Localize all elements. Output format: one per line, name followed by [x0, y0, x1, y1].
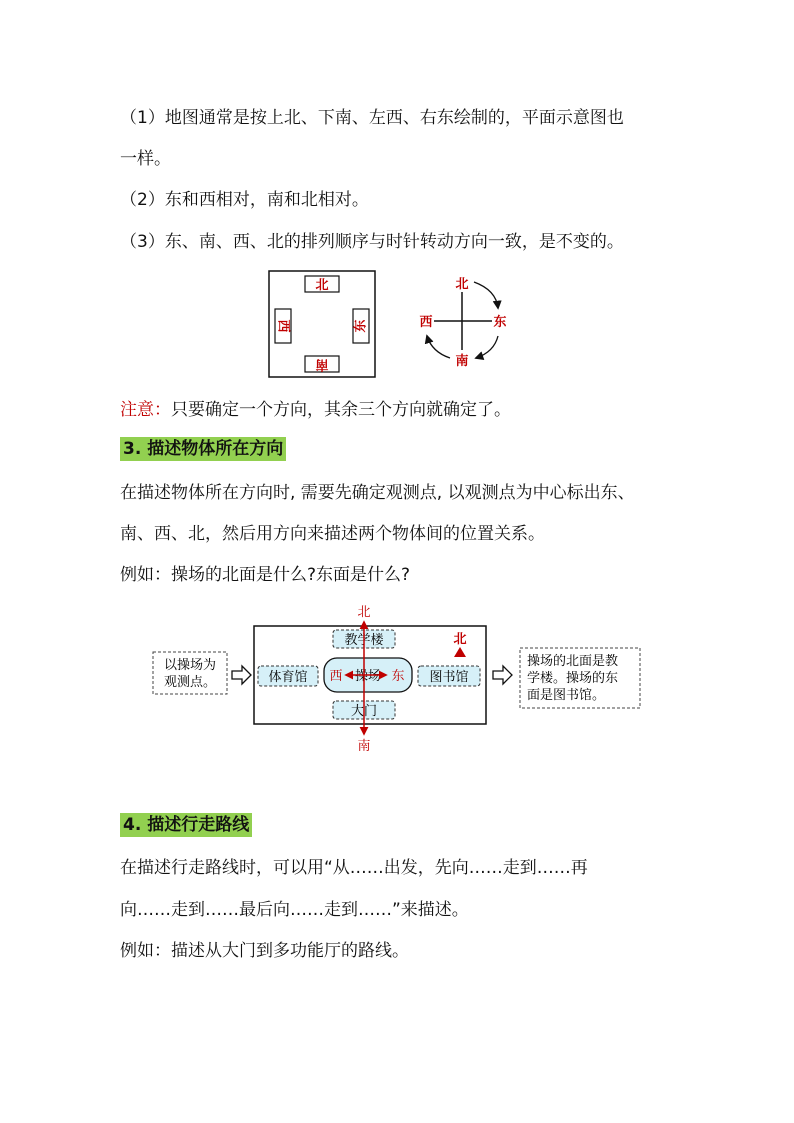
section-3-example: 例如：操场的北面是什么?东面是什么? [120, 565, 411, 585]
section-4-heading: 4. 描述行走路线 [120, 813, 252, 837]
north-marker-label: 北 [453, 632, 467, 647]
compass-south-label: 南 [455, 354, 469, 369]
axis-north-label: 北 [357, 605, 371, 620]
compass-east-label: 东 [493, 315, 507, 330]
direction-box-diagram [268, 270, 378, 380]
section-4-para-line-2: 向……走到……最后向……走到……”来描述。 [120, 900, 469, 920]
left-note-line-2: 观测点。 [163, 675, 217, 690]
rule-1-line-2: 一样。 [120, 149, 171, 169]
rule-2: （2）东和西相对，南和北相对。 [120, 190, 369, 210]
axis-south-label: 南 [357, 739, 371, 754]
box-south-label: 南 [315, 356, 329, 372]
right-note-line-1: 操场的北面是教 [527, 654, 619, 669]
section-4-para-line-1: 在描述行走路线时，可以用“从……出发，先向……走到……再 [120, 858, 588, 878]
center-west-label: 西 [329, 669, 343, 684]
left-hollow-arrow-icon [232, 666, 251, 684]
compass-diagram [412, 270, 522, 375]
building-right-label: 图书馆 [429, 670, 469, 685]
right-note-line-3: 面是图书馆。 [527, 688, 606, 703]
section-4-example: 例如：描述从大门到多功能厅的路线。 [120, 941, 409, 961]
section-3-para-line-1: 在描述物体所在方向时, 需要先确定观测点, 以观测点为中心标出东、 [120, 483, 635, 503]
rule-1-line-1: （1）地图通常是按上北、下南、左西、右东绘制的，平面示意图也 [120, 108, 624, 128]
building-left-label: 体育馆 [268, 670, 308, 685]
rule-3: （3）东、南、西、北的排列顺序与时针转动方向一致，是不变的。 [120, 232, 624, 252]
center-east-label: 东 [391, 669, 405, 684]
right-note-line-2: 学楼。操场的东 [527, 671, 619, 686]
center-label: 操场 [354, 669, 382, 684]
right-hollow-arrow-icon [493, 666, 512, 684]
box-north-label: 北 [315, 278, 329, 293]
box-west-label: 西 [275, 319, 291, 333]
section-3-heading: 3. 描述物体所在方向 [120, 437, 286, 461]
note [120, 399, 511, 421]
building-top-label: 教学楼 [344, 633, 384, 648]
note-text: 只要确定一个方向，其余三个方向就确定了。 [171, 400, 511, 420]
building-bottom-label: 大门 [350, 704, 378, 719]
left-note-line-1: 以操场为 [163, 658, 217, 673]
compass-west-label: 西 [419, 315, 433, 330]
box-east-label: 东 [353, 319, 369, 333]
section-3-para-line-2: 南、西、北，然后用方向来描述两个物体间的位置关系。 [120, 524, 545, 544]
playground-diagram [150, 598, 650, 756]
compass-north-label: 北 [455, 277, 469, 292]
note-label: 注意： [120, 400, 171, 420]
